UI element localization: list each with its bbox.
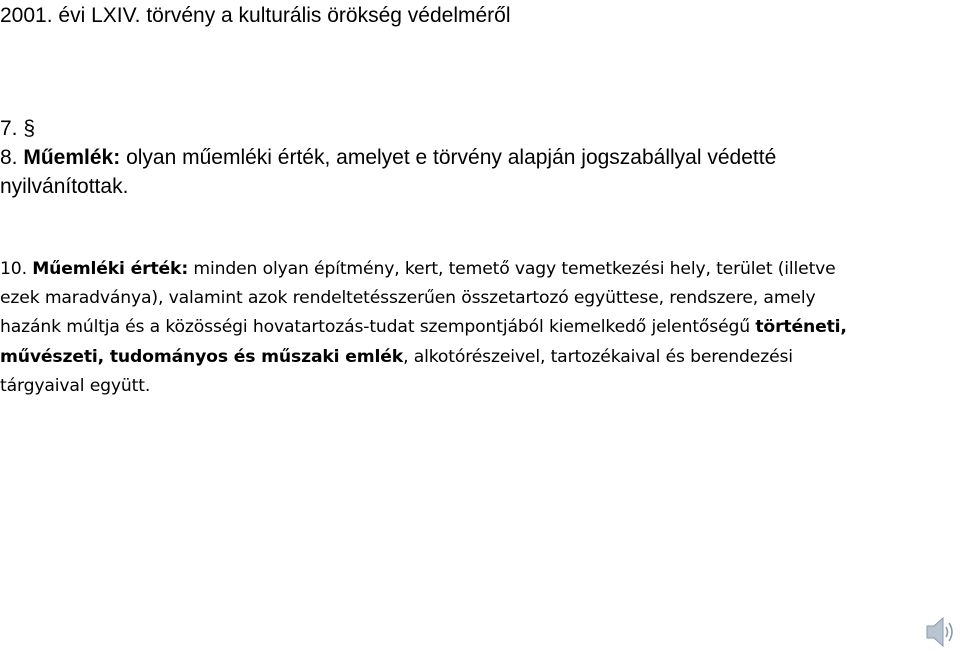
- definition-text: olyan műemléki érték, amelyet e törvény alapján jogszabállyal védetté nyilvánítottak.: [0, 146, 777, 198]
- document-title: 2001. évi LXIV. törvény a kulturális örökség védelméről: [0, 4, 511, 27]
- section-10: [0, 255, 880, 401]
- speaker-body: [927, 618, 943, 646]
- sound-wave-small: [946, 627, 948, 637]
- term-muemleki-ertek: Műemléki érték:: [32, 259, 189, 279]
- item-number: 10.: [0, 259, 27, 279]
- definition-text-1: minden olyan építmény, kert, temető vagy temetkezési hely, terület (illetve ezek maradványa), valamint azok rendeltetésszerűen összetartozó együttese, rendszere, amely hazánk múltja és a közösségi hovatartozás-tudat szempontjából kiemelkedő jelentőségű: [0, 259, 836, 338]
- section-7-heading: 7. §: [0, 117, 36, 140]
- speaker-icon[interactable]: [924, 614, 956, 650]
- term-muemlek: Műemlék:: [23, 146, 121, 169]
- section-7: [0, 114, 900, 201]
- definition-text-2: , alkotórészeivel, tartozékaival és berendezési tárgyaival együtt.: [0, 346, 793, 396]
- definition-emphasis: történeti, művészeti, tudományos és műszaki emlék: [0, 317, 847, 367]
- item-number: 8.: [0, 146, 18, 169]
- sound-wave-large: [949, 623, 952, 641]
- definition-muemlek: [0, 143, 900, 201]
